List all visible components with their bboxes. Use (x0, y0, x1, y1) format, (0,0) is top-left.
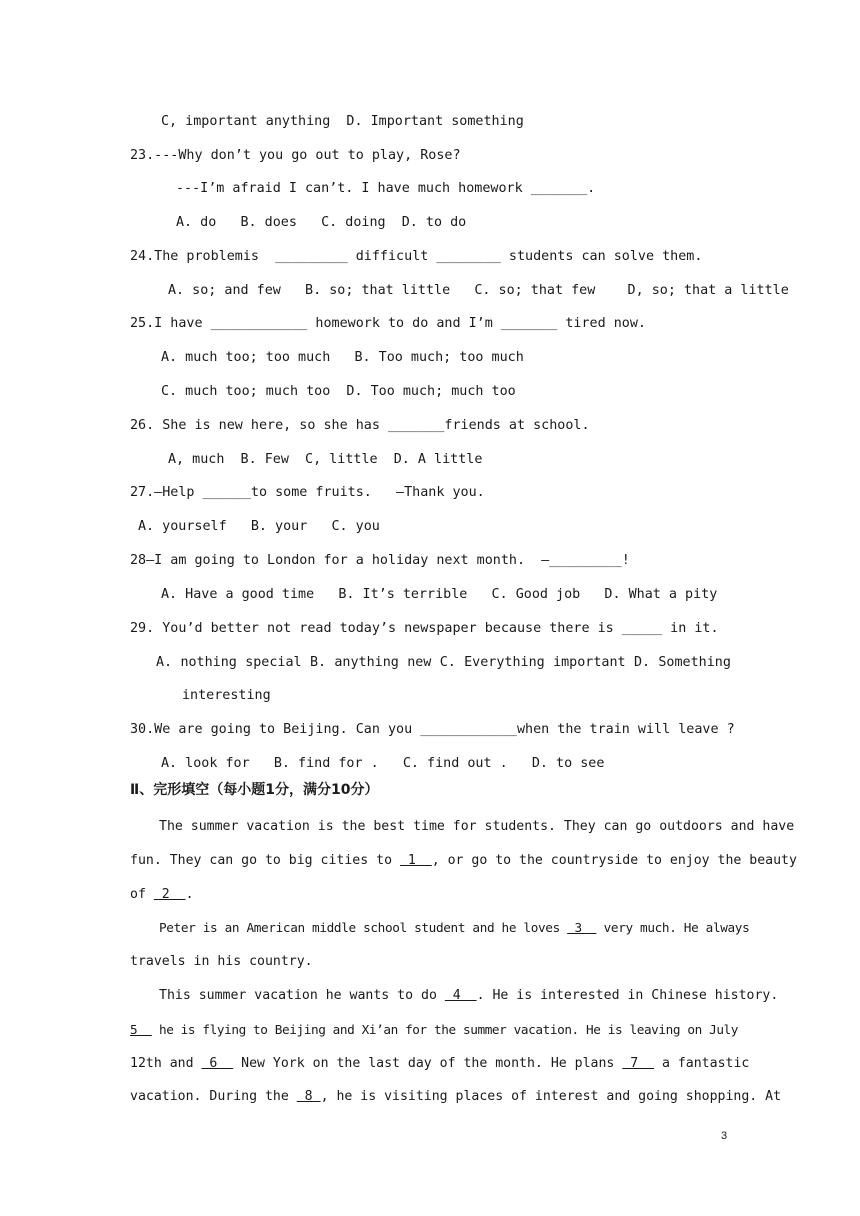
q29-options-cont: interesting (182, 688, 271, 703)
q29-opt-part: B. (309, 655, 327, 670)
passage-text: he is flying to Beijing and Xi’an for the summer vacation. He is leaving on July (151, 1022, 739, 1037)
blank-3: 3 (567, 920, 597, 935)
passage-text: . He is interested in Chinese history. (476, 988, 779, 1003)
q26-stem: 26. She is new here, so she has _______friends at school. (130, 418, 590, 433)
q24-options: A. so; and few B. so; that little C. so; that few D, so; that a little (168, 283, 789, 298)
q28-stem: 28—I am going to London for a holiday next month. —_________! (130, 553, 630, 568)
q29-opt-part: Something (658, 655, 731, 670)
q25-options-cd: C. much too; much too D. Too much; much too (161, 384, 516, 399)
q29-opt-part: Everything (464, 655, 545, 670)
section-heading: Ⅱ、完形填空（每小题1分，满分10分） (130, 782, 379, 798)
passage-text: a fantastic (654, 1056, 750, 1071)
q29-opt-part: C. (439, 655, 456, 670)
q22-options-cd: C, important anything D. Important something (161, 114, 524, 129)
q23-reply: ---I’m afraid I can’t. I have much homework _______. (176, 181, 596, 196)
q24-stem: 24.The problemis _________ difficult ________ students can solve them. (130, 249, 703, 264)
passage-text: . (185, 887, 194, 902)
page-number: 3 (721, 1130, 728, 1142)
passage-p2-line2: travels in his country. (130, 954, 313, 969)
q29-options (156, 655, 731, 671)
passage-text: Peter is an American middle school student and he loves (159, 920, 568, 935)
passage-text: very much. He always (596, 920, 750, 935)
passage-p3-line1 (159, 988, 778, 1004)
passage-text: New York on the last day of the month. He plans (233, 1056, 623, 1071)
passage-p3-line3 (130, 1056, 749, 1072)
q29-opt-part: A. (156, 655, 173, 670)
blank-5: 5 (130, 1022, 152, 1037)
passage-text: This summer vacation he wants to do (159, 988, 445, 1003)
passage-text: fun. They can go to big cities to (130, 853, 400, 868)
blank-7: 7 (622, 1056, 655, 1071)
q27-options: A. yourself B. your C. you (138, 519, 380, 534)
passage-p3-line2 (130, 1022, 738, 1038)
q28-options: A. Have a good time B. It’s terrible C. Good job D. What a pity (161, 587, 718, 602)
q30-stem: 30.We are going to Beijing. Can you ____________when the train will leave ? (130, 722, 735, 737)
q29-opt-part: special (245, 655, 302, 670)
q29-opt-part: nothing (180, 655, 237, 670)
q29-opt-part: anything (334, 655, 399, 670)
q25-options-ab: A. much too; too much B. Too much; too much (161, 350, 524, 365)
passage-p1-line2 (130, 853, 797, 869)
q26-options: A, much B. Few C, little D. A little (168, 452, 483, 467)
blank-8: 8 (296, 1089, 321, 1104)
passage-p1-line3 (130, 887, 194, 903)
q27-stem: 27.—Help ______to some fruits. —Thank you. (130, 485, 485, 500)
blank-2: 2 (153, 887, 186, 902)
q29-stem: 29. You’d better not read today’s newspaper because there is _____ in it. (130, 621, 719, 636)
passage-p3-line4 (130, 1089, 781, 1105)
blank-1: 1 (399, 853, 432, 868)
passage-text: , or go to the countryside to enjoy the beauty (431, 853, 797, 868)
passage-text: vacation. During the (130, 1089, 297, 1104)
passage-p1-line1: The summer vacation is the best time for students. They can go outdoors and have (159, 819, 795, 834)
q29-opt-part: D. (633, 655, 651, 670)
q25-stem: 25.I have ____________ homework to do and I’m _______ tired now. (130, 316, 646, 331)
q23-stem: 23.---Why don’t you go out to play, Rose? (130, 148, 461, 163)
q23-options: A. do B. does C. doing D. to do (176, 215, 467, 230)
passage-text: 12th and (130, 1056, 202, 1071)
blank-4: 4 (444, 988, 477, 1003)
passage-p2-line1 (159, 920, 749, 936)
q29-opt-part: new (407, 655, 432, 670)
passage-text: , he is visiting places of interest and going shopping. At (320, 1089, 782, 1104)
q30-options: A. look for B. find for . C. find out . D. to see (161, 756, 605, 771)
passage-text: of (130, 887, 154, 902)
blank-6: 6 (201, 1056, 234, 1071)
q29-opt-part: important (553, 655, 626, 670)
